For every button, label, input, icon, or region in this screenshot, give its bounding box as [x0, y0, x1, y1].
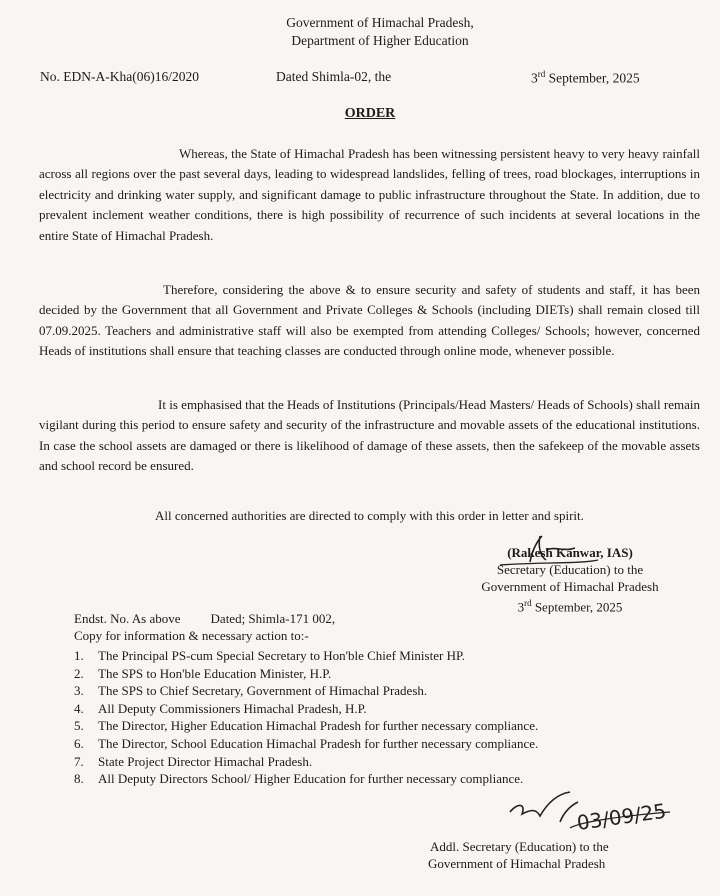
- signatory-name: (Rakesh Kanwar, IAS): [507, 545, 633, 560]
- list-item: 4. All Deputy Commissioners Himachal Pradesh, H.P.: [74, 700, 367, 716]
- signatory-date: 3rd September, 2025: [517, 598, 623, 615]
- header-department: Department of Higher Education: [291, 33, 469, 48]
- paragraph-directive: All concerned authorities are directed to comply with this order in letter and spirit.: [155, 508, 584, 523]
- addl-secretary-designation: Addl. Secretary (Education) to the: [430, 839, 609, 854]
- list-item: 1. The Principal PS-cum Special Secretary to Hon'ble Chief Minister HP.: [74, 648, 465, 663]
- reference-dated: Dated Shimla-02, the: [276, 69, 392, 84]
- endorsement-number: Endst. No. As above: [74, 611, 181, 626]
- header-government: Government of Himachal Pradesh,: [286, 15, 474, 30]
- signatory-government: Government of Himachal Pradesh: [481, 579, 659, 594]
- copy-title: Copy for information & necessary action to:-: [74, 628, 309, 643]
- reference-number: No. EDN-A-Kha(06)16/2020: [40, 69, 199, 84]
- order-title: ORDER: [344, 106, 396, 121]
- list-item: 2. The SPS to Hon'ble Education Minister, H.P.: [74, 665, 332, 681]
- paragraph-emphasised: It is emphasised that the Heads of Institutions (Principals/Head Masters/ Heads of Schools) shall remain vigilant during this period to ensure safety and security of the infrastructure and movable assets of the educational institutions. In case the school assets are damaged or there is likelihood of damage of these assets, then the safekeep of the movable assets and school record be ensured.: [39, 397, 700, 474]
- list-item: 5. The Director, Higher Education Himachal Pradesh for further necessary compliance.: [74, 718, 539, 734]
- endorsement-dated: Dated; Shimla-171 002,: [210, 611, 336, 626]
- endorsement-line: [74, 610, 335, 627]
- reference-date: 3rd September, 2025: [531, 69, 640, 86]
- signature-addl-secretary-icon: [500, 782, 680, 842]
- signatory-designation: Secretary (Education) to the: [496, 562, 644, 577]
- handwritten-date: 03/09/25: [575, 798, 668, 835]
- list-item: 7. State Project Director Himachal Pradesh.: [74, 753, 313, 769]
- list-item: 8. All Deputy Directors School/ Higher Education for further necessary compliance.: [74, 771, 524, 787]
- list-item: 3. The SPS to Chief Secretary, Government of Himachal Pradesh.: [74, 683, 428, 699]
- list-item: 6. The Director, School Education Himachal Pradesh for further necessary compliance.: [74, 735, 539, 751]
- signatory-block: [440, 544, 700, 615]
- paragraph-whereas: Whereas, the State of Himachal Pradesh has been witnessing persistent heavy to very heavy rainfall across all regions over the past several days, leading to widespread landslides, felling of trees, road blockages, interruptions in electricity and drinking water supply, and significant damage to public infrastructure throughout the State. In addition, due to prevalent inclement weather conditions, there is high possibility of recurrence of such incidents at several locations in the entire State of Himachal Pradesh.: [39, 146, 700, 243]
- addl-secretary-block: [428, 838, 696, 872]
- copy-list: [74, 647, 538, 788]
- paragraph-therefore: Therefore, considering the above & to ensure security and safety of students and staff, it has been decided by the Government that all Government and Private Colleges & Schools (including DIETs) shall remain closed till 07.09.2025. Teachers and administrative staff will also be exempted from attending Colleges/ Schools; however, concerned Heads of institutions shall ensure that teaching classes are conducted through online mode, whenever possible.: [39, 282, 700, 359]
- addl-secretary-government: Government of Himachal Pradesh: [428, 856, 606, 871]
